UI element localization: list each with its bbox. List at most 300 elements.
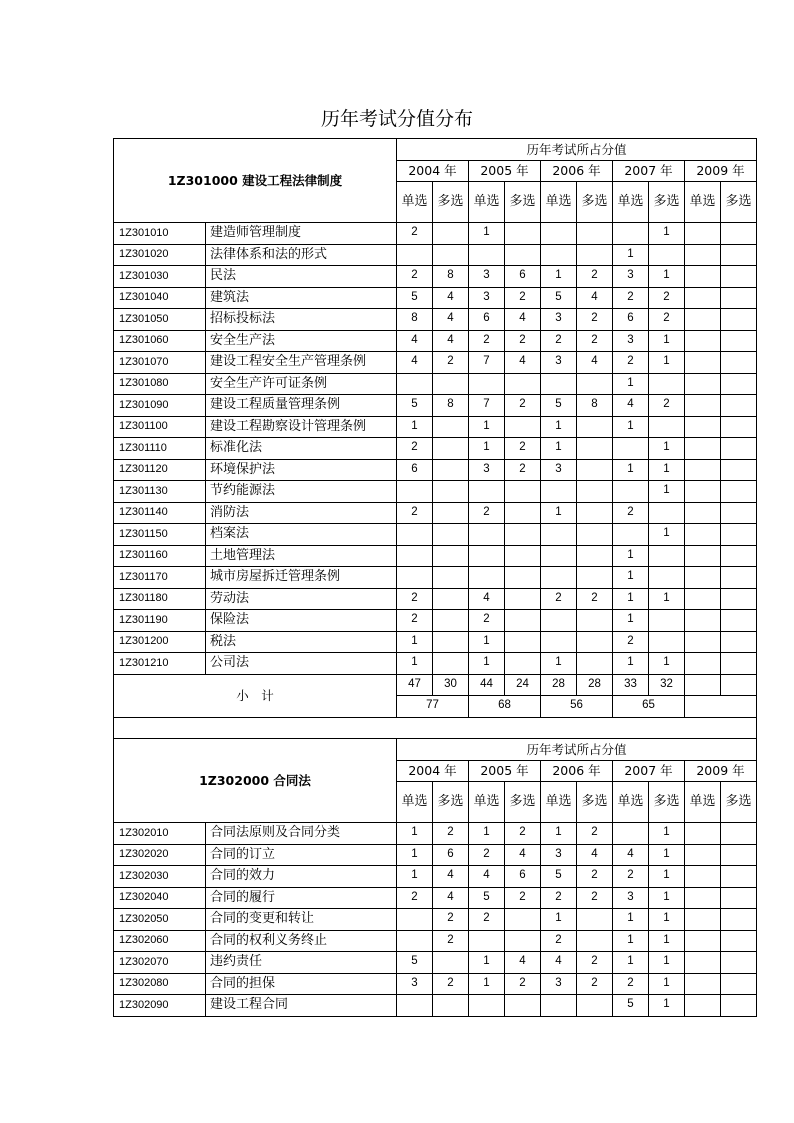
score-cell: 2 [541, 930, 577, 952]
score-cell: 5 [541, 287, 577, 309]
score-cell [505, 653, 541, 675]
multi-choice-header: 多选 [649, 782, 685, 823]
subtotal-cell: 28 [577, 674, 613, 696]
score-cell [541, 524, 577, 546]
row-code: 1Z302090 [114, 995, 206, 1017]
score-cell: 1 [469, 223, 505, 245]
score-cell [433, 545, 469, 567]
score-cell: 1 [397, 866, 433, 888]
year-header: 2004 年 [397, 160, 469, 182]
score-cell [685, 416, 721, 438]
score-cell: 2 [577, 866, 613, 888]
single-choice-header: 单选 [685, 782, 721, 823]
score-cell [685, 545, 721, 567]
score-cell: 2 [433, 823, 469, 845]
row-name: 民法 [206, 266, 397, 288]
score-cell [433, 244, 469, 266]
score-cell [721, 352, 757, 374]
row-name: 档案法 [206, 524, 397, 546]
score-cell [433, 373, 469, 395]
score-cell: 1 [649, 973, 685, 995]
score-cell [469, 244, 505, 266]
single-choice-header: 单选 [613, 182, 649, 223]
score-cell: 2 [397, 502, 433, 524]
score-cell: 4 [577, 844, 613, 866]
score-cell [685, 287, 721, 309]
score-cell [685, 459, 721, 481]
score-cell [469, 524, 505, 546]
score-cell: 4 [433, 887, 469, 909]
score-cell [433, 459, 469, 481]
multi-choice-header: 多选 [505, 182, 541, 223]
score-cell [505, 995, 541, 1017]
score-cell [577, 930, 613, 952]
row-code: 1Z302040 [114, 887, 206, 909]
score-cell: 2 [577, 309, 613, 331]
score-cell [505, 416, 541, 438]
row-code: 1Z301120 [114, 459, 206, 481]
table-row [114, 330, 757, 352]
score-cell [685, 567, 721, 589]
score-cell [721, 438, 757, 460]
score-cell [577, 416, 613, 438]
multi-choice-header: 多选 [577, 182, 613, 223]
score-cell [721, 952, 757, 974]
score-cell: 1 [613, 244, 649, 266]
score-cell: 1 [649, 952, 685, 974]
score-cell: 1 [541, 502, 577, 524]
multi-choice-header: 多选 [721, 782, 757, 823]
score-cell [577, 524, 613, 546]
score-cell: 2 [577, 330, 613, 352]
score-cell [577, 545, 613, 567]
score-cell [541, 223, 577, 245]
score-cell: 1 [397, 631, 433, 653]
score-cell: 2 [469, 909, 505, 931]
score-cell: 2 [541, 330, 577, 352]
row-name: 安全生产许可证条例 [206, 373, 397, 395]
score-cell: 3 [541, 352, 577, 374]
score-cell [685, 309, 721, 331]
score-cell: 2 [469, 844, 505, 866]
score-cell: 7 [469, 395, 505, 417]
multi-choice-header: 多选 [505, 782, 541, 823]
score-cell: 1 [469, 416, 505, 438]
score-cell [613, 438, 649, 460]
score-cell: 4 [397, 352, 433, 374]
score-cell [613, 481, 649, 503]
table-row [114, 266, 757, 288]
year-header: 2007 年 [613, 160, 685, 182]
row-code: 1Z302050 [114, 909, 206, 931]
score-cell: 3 [397, 973, 433, 995]
multi-choice-header: 多选 [577, 782, 613, 823]
subtotal-cell: 32 [649, 674, 685, 696]
row-name: 建设工程合同 [206, 995, 397, 1017]
year-header: 2006 年 [541, 760, 613, 782]
score-cell: 6 [505, 866, 541, 888]
score-cell [505, 524, 541, 546]
score-cell [721, 588, 757, 610]
score-cell [649, 610, 685, 632]
table-row [114, 309, 757, 331]
score-cell: 2 [541, 588, 577, 610]
score-cell: 1 [649, 352, 685, 374]
score-cell: 2 [505, 395, 541, 417]
score-cell: 1 [469, 952, 505, 974]
score-cell [685, 395, 721, 417]
score-cell: 1 [649, 930, 685, 952]
row-code: 1Z301090 [114, 395, 206, 417]
score-cell: 3 [469, 459, 505, 481]
score-cell [397, 930, 433, 952]
score-cell: 2 [433, 930, 469, 952]
row-name: 违约责任 [206, 952, 397, 974]
score-cell [505, 909, 541, 931]
score-cell: 4 [433, 330, 469, 352]
score-cell: 2 [613, 866, 649, 888]
row-name: 消防法 [206, 502, 397, 524]
row-code: 1Z301210 [114, 653, 206, 675]
score-cell [541, 481, 577, 503]
score-cell [685, 502, 721, 524]
score-cell [685, 373, 721, 395]
score-cell: 8 [433, 395, 469, 417]
score-cell: 1 [649, 481, 685, 503]
table-row [114, 395, 757, 417]
score-cell: 2 [649, 309, 685, 331]
score-cell [541, 373, 577, 395]
table-row [114, 995, 757, 1017]
score-cell: 1 [649, 438, 685, 460]
table-row [114, 631, 757, 653]
row-name: 公司法 [206, 653, 397, 675]
multi-choice-header: 多选 [433, 782, 469, 823]
score-cell: 5 [397, 287, 433, 309]
score-cell [613, 524, 649, 546]
score-cell [505, 631, 541, 653]
row-code: 1Z301100 [114, 416, 206, 438]
score-cell [685, 887, 721, 909]
score-cell: 6 [613, 309, 649, 331]
table-row [114, 653, 757, 675]
score-cell [649, 567, 685, 589]
header-group-label: 历年考试所占分值 [397, 139, 757, 161]
score-cell: 3 [541, 459, 577, 481]
score-cell: 4 [433, 287, 469, 309]
score-cell: 2 [613, 502, 649, 524]
subtotal-cell: 28 [541, 674, 577, 696]
score-cell [685, 995, 721, 1017]
table-row [114, 223, 757, 245]
score-cell: 8 [397, 309, 433, 331]
single-choice-header: 单选 [541, 782, 577, 823]
score-cell: 1 [613, 567, 649, 589]
score-cell: 1 [541, 416, 577, 438]
score-cell [577, 438, 613, 460]
score-cell: 2 [505, 973, 541, 995]
score-cell [505, 373, 541, 395]
score-cell: 2 [577, 973, 613, 995]
row-name: 建筑法 [206, 287, 397, 309]
score-cell: 1 [649, 823, 685, 845]
row-code: 1Z301170 [114, 567, 206, 589]
score-cell [721, 887, 757, 909]
score-cell [433, 995, 469, 1017]
score-cell [577, 223, 613, 245]
score-cell [685, 524, 721, 546]
score-cell [577, 631, 613, 653]
table-row [114, 909, 757, 931]
score-cell [685, 481, 721, 503]
row-name: 合同的权利义务终止 [206, 930, 397, 952]
score-cell [685, 352, 721, 374]
score-cell: 2 [469, 610, 505, 632]
score-cell: 1 [613, 653, 649, 675]
year-header: 2005 年 [469, 760, 541, 782]
score-cell [541, 631, 577, 653]
score-cell [577, 244, 613, 266]
page-title: 历年考试分值分布 [320, 108, 473, 130]
score-cell: 4 [433, 309, 469, 331]
score-cell [685, 653, 721, 675]
score-cell: 4 [577, 287, 613, 309]
score-cell [469, 481, 505, 503]
row-name: 合同的变更和转让 [206, 909, 397, 931]
score-cell [685, 244, 721, 266]
score-cell: 2 [397, 266, 433, 288]
score-cell [721, 373, 757, 395]
score-cell: 1 [541, 823, 577, 845]
score-cell [433, 952, 469, 974]
score-cell: 2 [397, 588, 433, 610]
single-choice-header: 单选 [685, 182, 721, 223]
table-row [114, 352, 757, 374]
score-cell [469, 930, 505, 952]
score-cell: 4 [613, 395, 649, 417]
row-name: 安全生产法 [206, 330, 397, 352]
row-code: 1Z301150 [114, 524, 206, 546]
score-cell [541, 567, 577, 589]
score-cell [721, 930, 757, 952]
score-cell: 8 [577, 395, 613, 417]
row-code: 1Z302030 [114, 866, 206, 888]
score-cell: 1 [649, 887, 685, 909]
row-name: 税法 [206, 631, 397, 653]
score-cell [577, 502, 613, 524]
score-cell [505, 545, 541, 567]
score-cell [433, 502, 469, 524]
score-cell [613, 223, 649, 245]
score-cell: 1 [541, 438, 577, 460]
score-cell: 2 [433, 909, 469, 931]
row-name: 建设工程质量管理条例 [206, 395, 397, 417]
score-cell: 3 [469, 266, 505, 288]
score-cell: 1 [541, 909, 577, 931]
year-header: 2006 年 [541, 160, 613, 182]
score-cell: 4 [397, 330, 433, 352]
row-name: 合同法原则及合同分类 [206, 823, 397, 845]
score-cell: 2 [433, 352, 469, 374]
score-cell [685, 844, 721, 866]
score-cell: 5 [541, 395, 577, 417]
row-code: 1Z301190 [114, 610, 206, 632]
table-row [114, 887, 757, 909]
score-cell [721, 545, 757, 567]
score-cell: 3 [613, 266, 649, 288]
score-cell [577, 481, 613, 503]
score-cell [577, 567, 613, 589]
subtotal-cell: 47 [397, 674, 433, 696]
score-cell: 4 [505, 352, 541, 374]
score-cell [505, 588, 541, 610]
score-cell: 1 [613, 610, 649, 632]
spacer-row [114, 717, 757, 738]
row-name: 合同的订立 [206, 844, 397, 866]
score-cell [721, 866, 757, 888]
single-choice-header: 单选 [469, 182, 505, 223]
year-header: 2009 年 [685, 760, 757, 782]
score-cell [685, 330, 721, 352]
row-code: 1Z301050 [114, 309, 206, 331]
row-name: 环境保护法 [206, 459, 397, 481]
score-cell: 3 [613, 887, 649, 909]
table-row [114, 973, 757, 995]
row-code: 1Z302010 [114, 823, 206, 845]
single-choice-header: 单选 [397, 782, 433, 823]
score-cell: 2 [397, 887, 433, 909]
subtotal-cell: 30 [433, 674, 469, 696]
table-row [114, 438, 757, 460]
subtotal-label: 小 计 [114, 674, 397, 717]
score-cell: 2 [505, 823, 541, 845]
score-cell [469, 545, 505, 567]
single-choice-header: 单选 [397, 182, 433, 223]
score-cell [541, 545, 577, 567]
row-code: 1Z301020 [114, 244, 206, 266]
score-cell [685, 952, 721, 974]
row-code: 1Z302060 [114, 930, 206, 952]
score-cell: 1 [613, 416, 649, 438]
score-cell: 3 [613, 330, 649, 352]
table-row [114, 610, 757, 632]
section-title: 1Z302000 合同法 [114, 739, 397, 823]
score-cell: 1 [649, 844, 685, 866]
score-cell [433, 567, 469, 589]
score-cell: 2 [505, 887, 541, 909]
score-cell [505, 481, 541, 503]
score-cell [577, 610, 613, 632]
score-cell: 1 [613, 930, 649, 952]
score-cell [721, 330, 757, 352]
table-row [114, 373, 757, 395]
score-cell [721, 266, 757, 288]
score-cell: 1 [613, 952, 649, 974]
score-cell [433, 481, 469, 503]
row-code: 1Z301180 [114, 588, 206, 610]
row-code: 1Z301060 [114, 330, 206, 352]
score-cell [649, 631, 685, 653]
score-cell: 2 [469, 330, 505, 352]
score-cell: 2 [577, 887, 613, 909]
score-cell [577, 653, 613, 675]
score-cell [397, 909, 433, 931]
section-title: 1Z301000 建设工程法律制度 [114, 139, 397, 223]
year-header: 2009 年 [685, 160, 757, 182]
score-cell [649, 545, 685, 567]
table-row [114, 567, 757, 589]
score-cell [721, 395, 757, 417]
row-name: 城市房屋拆迁管理条例 [206, 567, 397, 589]
score-cell: 1 [469, 823, 505, 845]
score-cell [721, 631, 757, 653]
score-cell [685, 823, 721, 845]
score-cell [685, 631, 721, 653]
score-cell: 1 [397, 823, 433, 845]
score-cell [685, 930, 721, 952]
year-total-cell: 56 [541, 696, 613, 718]
score-cell: 2 [613, 352, 649, 374]
score-cell: 5 [397, 952, 433, 974]
score-cell [721, 653, 757, 675]
score-cell: 1 [649, 266, 685, 288]
score-cell [505, 610, 541, 632]
row-code: 1Z301010 [114, 223, 206, 245]
score-cell: 1 [649, 459, 685, 481]
score-cell: 1 [649, 995, 685, 1017]
score-cell: 2 [577, 266, 613, 288]
score-cell: 4 [505, 844, 541, 866]
score-cell: 1 [541, 653, 577, 675]
score-cell [721, 524, 757, 546]
score-cell: 5 [613, 995, 649, 1017]
score-cell [397, 481, 433, 503]
score-cell [721, 610, 757, 632]
score-table-law [113, 138, 757, 739]
score-cell [433, 653, 469, 675]
subtotal-cell [685, 674, 721, 696]
score-cell [433, 524, 469, 546]
score-cell: 1 [469, 653, 505, 675]
score-cell [685, 223, 721, 245]
row-code: 1Z301030 [114, 266, 206, 288]
score-cell: 6 [433, 844, 469, 866]
row-name: 土地管理法 [206, 545, 397, 567]
score-cell: 2 [397, 610, 433, 632]
score-cell: 2 [397, 438, 433, 460]
score-cell: 5 [469, 887, 505, 909]
score-table-contract [113, 738, 757, 1017]
score-cell: 5 [397, 395, 433, 417]
score-cell: 4 [469, 588, 505, 610]
score-cell [577, 909, 613, 931]
row-name: 法律体系和法的形式 [206, 244, 397, 266]
row-name: 合同的效力 [206, 866, 397, 888]
score-cell [397, 567, 433, 589]
score-cell [721, 309, 757, 331]
score-cell: 2 [649, 395, 685, 417]
row-code: 1Z301200 [114, 631, 206, 653]
score-cell: 1 [541, 266, 577, 288]
score-cell: 2 [649, 287, 685, 309]
table-row [114, 930, 757, 952]
table-row [114, 545, 757, 567]
score-cell: 1 [397, 844, 433, 866]
year-header: 2007 年 [613, 760, 685, 782]
score-cell: 1 [469, 631, 505, 653]
score-cell [685, 866, 721, 888]
score-cell [433, 610, 469, 632]
